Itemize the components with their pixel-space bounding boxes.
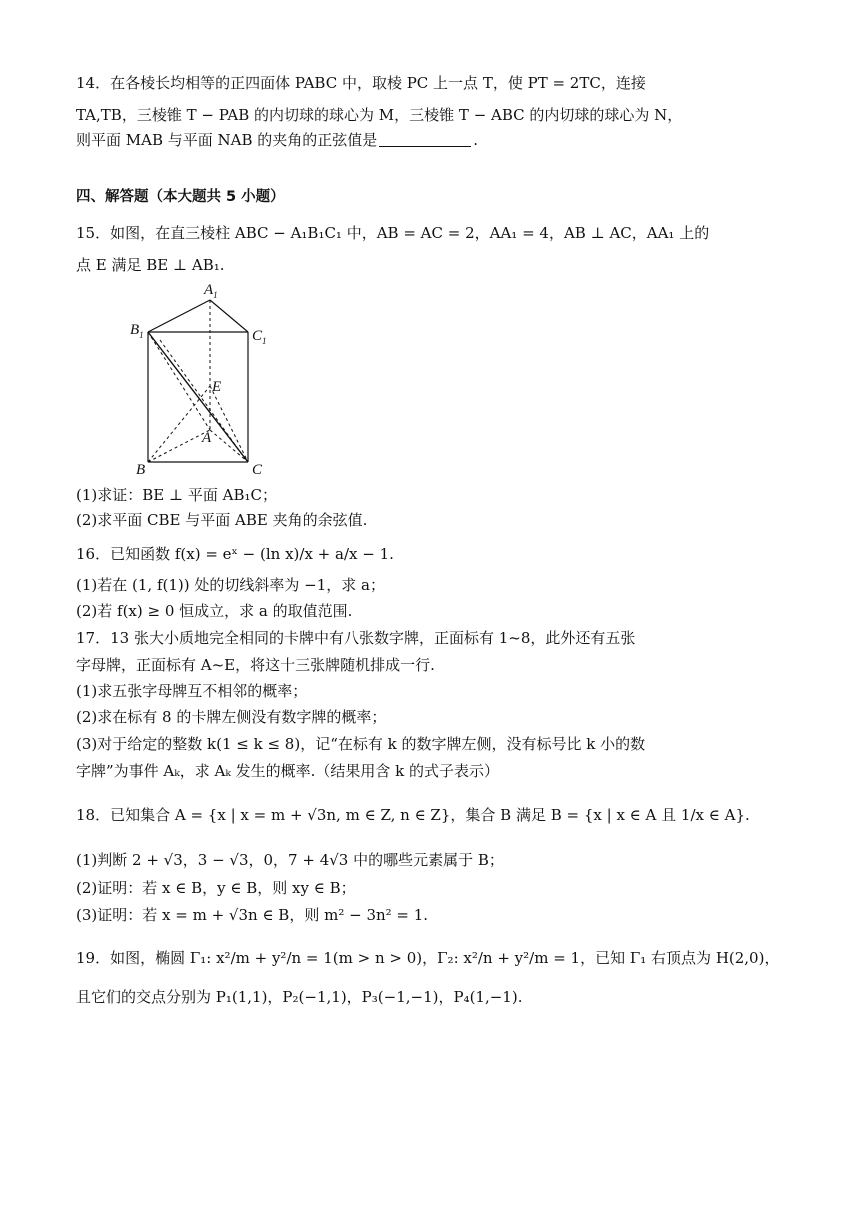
label-c1: $C_1$ bbox=[252, 328, 267, 346]
q16-line-1: 16．已知函数 f(x) = eˣ − (ln x)/x + a/x − 1. bbox=[76, 545, 394, 563]
edge-a1-c1 bbox=[210, 300, 248, 332]
segment-e-c bbox=[210, 386, 248, 462]
edge-a-c bbox=[210, 430, 248, 462]
diagonal-b1-a bbox=[148, 332, 210, 430]
edge-b1-a1 bbox=[148, 300, 210, 332]
q18-part-2: (2)证明：若 x ∈ B，y ∈ B，则 xy ∈ B； bbox=[76, 879, 356, 897]
q14-line-1: 14．在各棱长均相等的正四面体 PABC 中，取棱 PC 上一点 T，使 PT = 2TC，连接 bbox=[76, 74, 646, 92]
segment-b-e bbox=[148, 386, 210, 462]
answer-blank bbox=[379, 132, 471, 147]
prism-diagram bbox=[130, 282, 280, 478]
q15-part-2: (2)求平面 CBE 与平面 ABE 夹角的余弦值. bbox=[76, 511, 368, 529]
label-b: B bbox=[136, 462, 146, 478]
q15-line-1: 15．如图，在直三棱柱 ABC − A₁B₁C₁ 中，AB = AC = 2，AA₁ = 4，AB ⊥ AC，AA₁ 上的 bbox=[76, 224, 710, 242]
q14-line-3-text: 则平面 MAB 与平面 NAB 的夹角的正弦值是 bbox=[76, 131, 378, 149]
q14-line-2: TA,TB，三棱锥 T − PAB 的内切球的球心为 M，三棱锥 T − ABC 的内切球的球心为 N， bbox=[76, 106, 683, 124]
q17-part-1: (1)求五张字母牌互不相邻的概率； bbox=[76, 682, 308, 700]
diagonal-b1-c bbox=[148, 332, 248, 462]
q17-line-1: 17．13 张大小质地完全相同的卡牌中有八张数字牌，正面标有 1~8，此外还有五张 bbox=[76, 629, 636, 647]
section-title: 四、解答题（本大题共 5 小题） bbox=[76, 189, 285, 205]
q17-part-3-line-1: (3)对于给定的整数 k(1 ≤ k ≤ 8)，记“在标有 k 的数字牌左侧，没有标号比 k 小的数 bbox=[76, 735, 646, 753]
q18-line-1: 18．已知集合 A = {x | x = m + √3n, m ∈ Z, n ∈ Z}，集合 B 满足 B = {x | x ∈ A 且 1/x ∈ A}. bbox=[76, 806, 750, 824]
q14-line-3-end: . bbox=[473, 131, 479, 149]
prism-figure bbox=[130, 282, 280, 478]
q15-part-1: (1)求证：BE ⊥ 平面 AB₁C； bbox=[76, 486, 277, 504]
q14-line-3 bbox=[76, 129, 776, 151]
q18-part-3: (3)证明：若 x = m + √3n ∈ B，则 m² − 3n² = 1. bbox=[76, 906, 429, 924]
label-c: C bbox=[252, 462, 263, 478]
label-a1: $A_1$ bbox=[204, 282, 218, 300]
label-b1: $B_1$ bbox=[130, 322, 144, 340]
label-e: E bbox=[212, 379, 222, 395]
q18-part-1: (1)判断 2 + √3，3 − √3，0，7 + 4√3 中的哪些元素属于 B； bbox=[76, 851, 504, 869]
label-a: A bbox=[202, 430, 212, 446]
q19-line-1: 19．如图，椭圆 Γ₁: x²/m + y²/n = 1(m > n > 0)，Γ₂: x²/n + y²/m = 1，已知 Γ₁ 右顶点为 H(2,0)， bbox=[76, 949, 780, 967]
q17-part-3-line-2: 字牌”为事件 Aₖ，求 Aₖ 发生的概率.（结果用含 k 的式子表示） bbox=[76, 762, 499, 780]
q16-part-2: (2)若 f(x) ≥ 0 恒成立，求 a 的取值范围. bbox=[76, 602, 353, 620]
q16-part-1: (1)若在 (1, f(1)) 处的切线斜率为 −1，求 a； bbox=[76, 576, 385, 594]
edge-b-a bbox=[148, 430, 210, 462]
q17-part-2: (2)求在标有 8 的卡牌左侧没有数字牌的概率； bbox=[76, 708, 387, 726]
q15-line-2: 点 E 满足 BE ⊥ AB₁. bbox=[76, 256, 225, 274]
q17-line-2: 字母牌，正面标有 A~E，将这十三张牌随机排成一行. bbox=[76, 656, 435, 674]
q19-line-2: 且它们的交点分别为 P₁(1,1)，P₂(−1,1)，P₃(−1,−1)，P₄(1,−1). bbox=[76, 988, 523, 1006]
